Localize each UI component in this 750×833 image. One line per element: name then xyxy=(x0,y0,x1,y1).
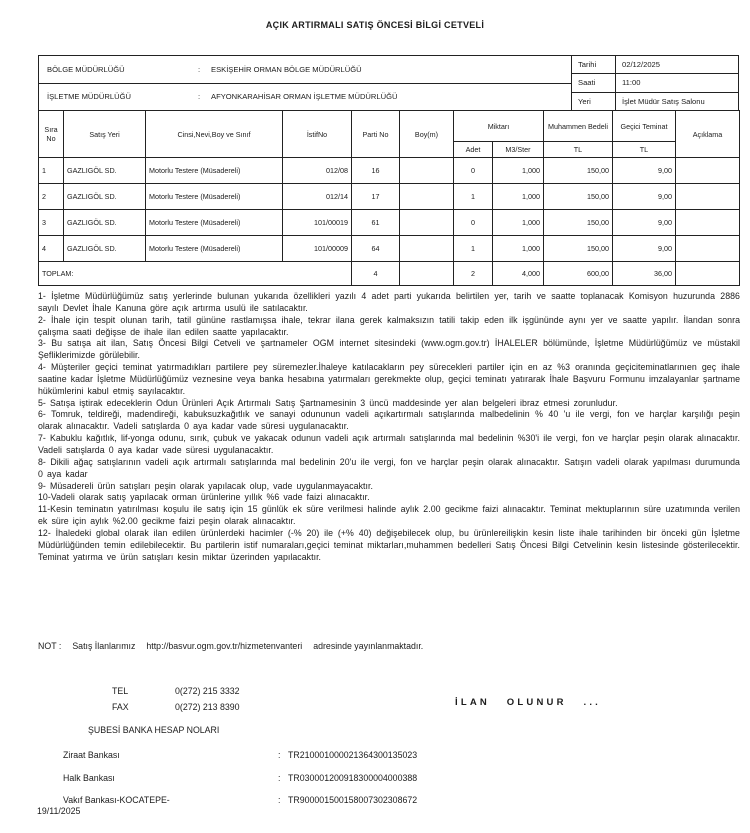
total-label: TOPLAM: xyxy=(39,262,352,286)
cell-aciklama xyxy=(676,158,740,184)
cell-teminat: 9,00 xyxy=(613,236,676,262)
bank-iban: TR030001200918300004000388 xyxy=(288,772,418,783)
term-paragraph: 8- Dikili ağaç satışlarının vadeli açık artırmalı satışlarında mal bedelinin 20'u ile vergi, fon ve harçlar peşin olarak alınacaktır. Satışın vadeli olarak yapılması durumunda 0 aya kadar xyxy=(38,456,740,479)
table-row xyxy=(39,158,740,184)
tarih-value: 02/12/2025 xyxy=(622,60,661,70)
saat-value: 11:00 xyxy=(622,78,641,88)
terms-section xyxy=(38,291,740,563)
total-m3ster: 4,000 xyxy=(493,262,544,286)
term-paragraph: 9- Müsadereli ürün satışları peşin olarak yapılacak olup, vade uygulanmayacaktır. xyxy=(38,480,373,491)
cell-parti-no: 61 xyxy=(352,210,400,236)
saat-label: Saati xyxy=(572,74,616,91)
cell-teminat: 9,00 xyxy=(613,210,676,236)
cell-m3ster: 1,000 xyxy=(493,158,544,184)
term-paragraph: 3- Bu satışa ait ilan, Satış Öncesi Bilgi Cetveli ve şartnameler OGM internet sitesindeki (www.ogm.gov.tr) İHALELER bölümünde, İşletme Müdürlüğümüz ve müstakil Şefliklerimizde görülebilir. xyxy=(38,338,740,361)
cell-cinsi: Motorlu Testere (Müsadereli) xyxy=(146,184,283,210)
cell-boy xyxy=(400,184,454,210)
colon-separator: : xyxy=(278,750,281,761)
bank-name: Vakıf Bankası-KOCATEPE- xyxy=(63,795,170,806)
colon-separator: : xyxy=(197,64,201,74)
term-paragraph: 4- Müşteriler geçici teminat yatırmadıkları partilere pey süremezler.İhaleye katılacakların pey sürecekleri partiler için en az %3 oranında geçiciteminatlarınıen geç ihale saatine kadar İşletme Müdürlüğümüz veznesine veya banka hesabına yatırmaları gerekmekte olup, geçici teminatı yatırarak İhale Başvuru Formunu imzalayanlar şartname hükümlerini kabul etmiş sayılacaktır. xyxy=(38,362,740,396)
term-paragraph: 6- Tomruk, teldireği, madendireği, kabuksuzkağıtlık ve sanayi odununun vadeli açıkartırmalı satışlarında malbedelinin % 40 'u ile vergi, fon ve harçlar karşılığı peşin olarak alınacaktır. Vadeli satışlarda 0 aya kadar vade süresi uygulanacaktır. xyxy=(38,409,740,432)
table-row xyxy=(39,184,740,210)
info-row-isletme xyxy=(39,84,571,111)
cell-muhammen: 150,00 xyxy=(544,184,613,210)
col-header-tl-2: TL xyxy=(613,142,676,158)
col-header-istif-no: İstifNo xyxy=(283,111,352,158)
term-paragraph: 12- İhaledeki global olarak ilan edilen ürünlerdeki hacimler (-% 20) ile (+% 40) değişebilecek olup, bu ürünlereilişkin kesin liste ihale tarihinden bir önceki gün İşletme Müdürlüğünden temin edilebilecektir. Bu partilerin istif numaraları,geçici teminat miktarları,muhammen bedelleri Satış Öncesi Bilgi Cetvelinin kesin listesinde gösterilecektir. Teminat yatırma ve ürün satışları kesin miktar üzerinden yapılacaktır. xyxy=(38,527,740,562)
col-header-m3ster: M3/Ster xyxy=(493,142,544,158)
table-total-row xyxy=(39,262,740,286)
table-row xyxy=(39,210,740,236)
info-left xyxy=(39,56,571,110)
isletme-label: İŞLETME MÜDÜRLÜĞÜ xyxy=(47,92,131,102)
note-text: Satış İlanlarımız xyxy=(72,641,136,651)
bank-name: Ziraat Bankası xyxy=(63,750,120,761)
bank-row xyxy=(63,789,417,812)
term-paragraph: 1- İşletme Müdürlüğümüz satış yerlerinde bulunan yukarıda özellikleri yazılı 4 adet parti yukarıda belirtilen yer, tarih ve saatte toplanacak Komisyon huzurunda 2886 sayılı Devlet İhale Kanuna göre açık artırma usulü ile satılacaktır. xyxy=(38,291,740,313)
col-header-muhammen: Muhammen Bedeli xyxy=(544,111,613,142)
col-header-adet: Adet xyxy=(454,142,493,158)
table-row xyxy=(39,236,740,262)
cell-cinsi: Motorlu Testere (Müsadereli) xyxy=(146,158,283,184)
cell-parti-no: 64 xyxy=(352,236,400,262)
term-paragraph: 7- Kabuklu kağıtlık, lif-yonga odunu, sırık, çubuk ve yakacak odunun vadeli açık artırmalı satışlarında mal bedelinin %30'i ile vergi, fon ve harçlar peşin olarak alınacaktır. Vadeli satışlarda 0 aya kadar vade süresi uygulanacaktır. xyxy=(38,433,740,455)
cell-cinsi: Motorlu Testere (Müsadereli) xyxy=(146,236,283,262)
tel-label: TEL xyxy=(112,686,129,696)
cell-m3ster: 1,000 xyxy=(493,236,544,262)
cell-sira: 1 xyxy=(39,158,64,184)
cell-adet: 0 xyxy=(454,210,493,236)
cell-muhammen: 150,00 xyxy=(544,210,613,236)
cell-m3ster: 1,000 xyxy=(493,210,544,236)
cell-sira: 4 xyxy=(39,236,64,262)
cell-sira: 3 xyxy=(39,210,64,236)
cell-istif-no: 012/14 xyxy=(283,184,352,210)
cell-parti-no: 16 xyxy=(352,158,400,184)
col-header-teminat: Geçici Teminat xyxy=(613,111,676,142)
colon-separator: : xyxy=(278,795,281,806)
note-label: NOT : xyxy=(38,641,62,651)
note-suffix: adresinde yayınlanmaktadır. xyxy=(313,641,424,651)
contact-section xyxy=(112,683,240,715)
cell-parti-no: 17 xyxy=(352,184,400,210)
bank-row xyxy=(63,767,417,790)
term-paragraph: 11-Kesin teminatın yatırılması koşulu ile satış için 15 günlük ek süre verilmesi halinde aylık 2.00 gecikme faizi alınacaktır. Teminat mektuplarının süre uzatımında verilen ek süre için aylık %2.00 gecikme faizi peşin olarak alınacaktır. xyxy=(38,504,740,527)
col-header-boy: Boy(m) xyxy=(400,111,454,158)
total-adet: 2 xyxy=(454,262,493,286)
cell-satis-yeri: GAZLIGÖL SD. xyxy=(64,184,146,210)
col-header-cinsi: Cinsi,Nevi,Boy ve Sınıf xyxy=(146,111,283,158)
cell-aciklama xyxy=(676,184,740,210)
bank-name: Halk Bankası xyxy=(63,772,115,783)
term-paragraph: 10-Vadeli olarak satış yapılacak orman ürünlerine yıllık %6 vade faizi alınacaktır. xyxy=(38,492,370,503)
col-header-tl-1: TL xyxy=(544,142,613,158)
ilan-olunur-text: İLAN OLUNUR ... xyxy=(455,697,601,708)
colon-separator: : xyxy=(197,92,201,102)
info-table xyxy=(38,55,739,111)
cell-adet: 1 xyxy=(454,184,493,210)
cell-aciklama xyxy=(676,236,740,262)
yer-label: Yeri xyxy=(572,93,616,110)
cell-teminat: 9,00 xyxy=(613,158,676,184)
col-header-miktari: Miktarı xyxy=(454,111,544,142)
tel-row xyxy=(112,683,240,699)
cell-istif-no: 101/00009 xyxy=(283,236,352,262)
info-right xyxy=(571,56,738,110)
total-parti-no: 4 xyxy=(352,262,400,286)
cell-muhammen: 150,00 xyxy=(544,236,613,262)
total-muhammen: 600,00 xyxy=(544,262,613,286)
fax-value: 0(272) 213 8390 xyxy=(175,702,240,712)
fax-label: FAX xyxy=(112,702,129,712)
col-header-parti-no: Parti No xyxy=(352,111,400,158)
bank-accounts-header: ŞUBESİ BANKA HESAP NOLARI xyxy=(88,725,220,735)
cell-sira: 2 xyxy=(39,184,64,210)
col-header-sira: Sıra No xyxy=(39,111,64,158)
cell-istif-no: 101/00019 xyxy=(283,210,352,236)
bolge-value: ESKİŞEHİR ORMAN BÖLGE MÜDÜRLÜĞÜ xyxy=(211,64,362,74)
cell-muhammen: 150,00 xyxy=(544,158,613,184)
info-row-tarih xyxy=(572,56,738,73)
note-line xyxy=(38,641,423,651)
cell-adet: 1 xyxy=(454,236,493,262)
cell-cinsi: Motorlu Testere (Müsadereli) xyxy=(146,210,283,236)
cell-teminat: 9,00 xyxy=(613,184,676,210)
info-row-yer xyxy=(572,92,738,110)
isletme-value: AFYONKARAHİSAR ORMAN İŞLETME MÜDÜRLÜĞÜ xyxy=(211,92,398,102)
bank-iban: TR210001000021364300135023 xyxy=(288,750,418,761)
info-row-bolge xyxy=(39,56,571,84)
col-header-satis-yeri: Satış Yeri xyxy=(64,111,146,158)
info-row-saat xyxy=(572,73,738,91)
cell-aciklama xyxy=(676,210,740,236)
fax-row xyxy=(112,699,240,715)
lots-table xyxy=(38,110,740,286)
cell-boy xyxy=(400,236,454,262)
cell-boy xyxy=(400,210,454,236)
cell-m3ster: 1,000 xyxy=(493,184,544,210)
bank-accounts-section xyxy=(63,725,417,812)
cell-istif-no: 012/08 xyxy=(283,158,352,184)
total-aciklama xyxy=(676,262,740,286)
bank-iban: TR900001500158007302308672 xyxy=(288,795,418,806)
note-url: http://basvur.ogm.gov.tr/hizmetenvanteri xyxy=(146,641,303,651)
cell-adet: 0 xyxy=(454,158,493,184)
yer-value: İşlet Müdür Satış Salonu xyxy=(622,96,705,106)
colon-separator: : xyxy=(278,772,281,783)
tarih-label: Tarihi xyxy=(572,56,616,73)
term-paragraph: 2- İhale için tespit olunan tarih, tatil gününe rastlamışsa ihale, tekrar ilana gerek kalmaksızın tatili takip eden ilk işgününde aynı yer ve saatte yapılır. İlandan sonra çalışma saati değişse de ihale ilan edilen saatte yapılacaktır. xyxy=(38,314,740,337)
col-header-aciklama: Açıklama xyxy=(676,111,740,158)
bank-row xyxy=(63,744,417,767)
total-boy xyxy=(400,262,454,286)
cell-satis-yeri: GAZLIGÖL SD. xyxy=(64,210,146,236)
cell-satis-yeri: GAZLIGÖL SD. xyxy=(64,236,146,262)
cell-satis-yeri: GAZLIGÖL SD. xyxy=(64,158,146,184)
cell-boy xyxy=(400,158,454,184)
document-date: 19/11/2025 xyxy=(37,806,81,816)
bolge-label: BÖLGE MÜDÜRLÜĞÜ xyxy=(47,64,125,74)
page-title: AÇIK ARTIRMALI SATIŞ ÖNCESİ BİLGİ CETVELİ xyxy=(265,20,485,30)
table-header-row-1 xyxy=(39,111,740,142)
tel-value: 0(272) 215 3332 xyxy=(175,686,240,696)
term-paragraph: 5- Satışa iştirak edeceklerin Odun Ürünleri Açık Artırmalı Satış Şartnamesinin 3 üncü maddesinde yer alan belgeleri ibraz etmesi zorunludur. xyxy=(38,397,618,408)
total-teminat: 36,00 xyxy=(613,262,676,286)
